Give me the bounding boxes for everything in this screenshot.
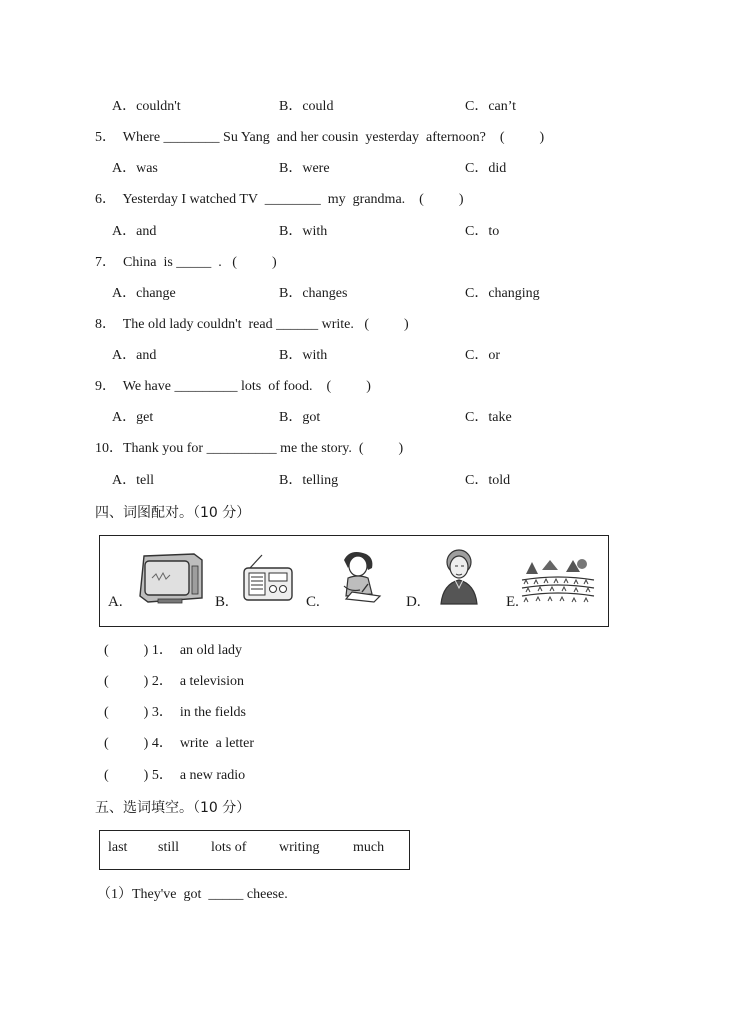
old-lady-icon — [435, 546, 487, 606]
q8-option-c: C．or — [465, 348, 500, 363]
q4-option-b: B．could — [279, 99, 334, 114]
question-6: 6． Yesterday I watched TV ________ my grandma. ( ) — [95, 192, 464, 207]
match-item-4: ( ) 4． write a letter — [104, 736, 255, 751]
picture-label-e: E. — [506, 594, 519, 610]
q10-option-b: B．telling — [279, 473, 339, 488]
question-10: 10．Thank you for __________ me the story. ( ) — [95, 441, 404, 456]
q5-option-b: B．were — [279, 161, 330, 176]
fill-question-1: （1）They've got _____ cheese. — [97, 887, 288, 902]
q7-option-c: C．changing — [465, 286, 540, 301]
question-5: 5． Where ________ Su Yang and her cousin yesterday afternoon? ( ) — [95, 130, 545, 145]
q9-option-c: C．take — [465, 410, 512, 425]
match-item-5: ( ) 5． a new radio — [104, 768, 246, 783]
q4-option-a: A．couldn't — [112, 99, 181, 114]
q7-option-b: B．changes — [279, 286, 348, 301]
q6-option-c: C．to — [465, 224, 500, 239]
question-7: 7． China is _____ . ( ) — [95, 255, 277, 270]
word-lots-of: lots of — [211, 840, 247, 855]
match-item-3: ( ) 3． in the fields — [104, 705, 246, 720]
fields-icon — [520, 550, 596, 606]
section-4-title: 四、词图配对。（10 分） — [95, 505, 251, 521]
match-item-1: ( ) 1． an old lady — [104, 643, 243, 658]
girl-writing-icon — [330, 546, 392, 606]
word-still: still — [158, 840, 180, 855]
q6-option-b: B．with — [279, 224, 328, 239]
word-bank-box — [99, 830, 410, 870]
section-5-title: 五、选词填空。（10 分） — [95, 800, 251, 816]
q5-option-c: C．did — [465, 161, 507, 176]
q8-option-b: B．with — [279, 348, 328, 363]
word-much: much — [353, 840, 385, 855]
q9-option-b: B．got — [279, 410, 321, 425]
q8-option-a: A．and — [112, 348, 157, 363]
picture-label-d: D. — [406, 594, 421, 610]
question-9: 9． We have _________ lots of food. ( ) — [95, 379, 371, 394]
word-last: last — [108, 840, 128, 855]
q9-option-a: A．get — [112, 410, 154, 425]
q5-option-a: A．was — [112, 161, 158, 176]
q10-option-c: C．told — [465, 473, 511, 488]
q6-option-a: A．and — [112, 224, 157, 239]
radio-icon — [240, 554, 296, 604]
q10-option-a: A．tell — [112, 473, 154, 488]
q7-option-a: A．change — [112, 286, 176, 301]
q4-option-c: C．can’t — [465, 99, 517, 114]
television-icon — [138, 552, 206, 606]
picture-label-c: C. — [306, 594, 320, 610]
match-item-2: ( ) 2． a television — [104, 674, 244, 689]
picture-label-b: B. — [215, 594, 229, 610]
question-8: 8． The old lady couldn't read ______ write. ( ) — [95, 317, 409, 332]
word-writing: writing — [279, 840, 320, 855]
picture-box — [99, 535, 609, 627]
picture-label-a: A. — [108, 594, 123, 610]
